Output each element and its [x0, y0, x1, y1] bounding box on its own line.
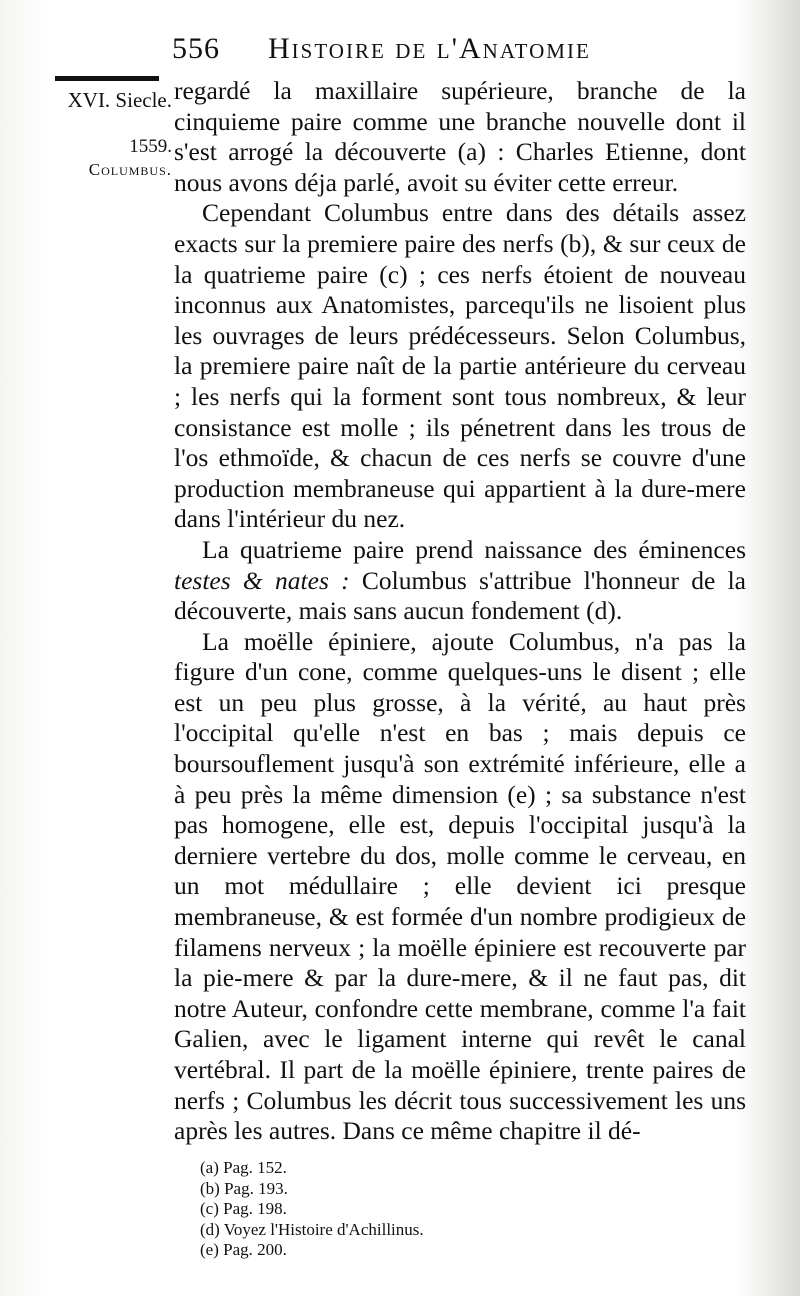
body-paragraph	[174, 198, 746, 535]
page-header	[172, 28, 772, 68]
footnote: (e) Pag. 200.	[200, 1240, 287, 1259]
running-title: Histoire de l'Anatomie	[268, 32, 591, 65]
footnotes	[200, 1158, 600, 1261]
margin-name: Columbus.	[88, 160, 172, 179]
text-segment: Cependant Columbus entre dans des détails assez exacts sur la premiere paire des nerfs (b), & sur ceux de la quatrieme paire (c) ; ces nerfs étoient de nouveau inconnus aux Anatomistes, parcequ'ils ne lisoient plus les ouvrages de leurs prédécesseurs. Selon Columbus, la premiere paire naît de la partie antérieure du cerveau ; les nerfs qui la forment sont tous nombreux, & leur consistance est molle ; ils pénetrent dans les trous de l'os ethmoïde, & chacun de ces nerfs se couvre d'une production membraneuse qui appartient à la dure-mere dans l'intérieur du nez.	[174, 198, 746, 534]
footnote: (d) Voyez l'Histoire d'Achillinus.	[200, 1219, 424, 1239]
margin-rule	[55, 76, 159, 81]
footnote: (c) Pag. 198.	[200, 1199, 287, 1218]
footnote: (b) Pag. 193.	[200, 1178, 288, 1198]
margin-century: XVI. Siecle.	[67, 88, 172, 112]
margin-year: 1559.	[129, 136, 172, 157]
text-segment: La moëlle épiniere, ajoute Columbus, n'a pas la figure d'un cone, comme quelques-uns le disent ; elle est un peu plus grosse, à la vérité, au haut près l'occipital qu'elle n'est en bas ; mais depuis ce boursouflement jusqu'à son extrémité inférieure, elle a à peu près la même dimension (e) ; sa substance n'est pas homogene, elle est, depuis l'occipital jusqu'à la derniere vertebre du dos, molle comme le cerveau, en un mot médullaire ; elle devient ici presque membraneuse, & est formée d'un nombre prodigieux de filamens nerveux ; la moëlle épiniere est recouverte par la pie-mere & par la dure-mere, & il ne faut pas, dit notre Auteur, confondre cette membrane, comme l'a fait Galien, avec le ligament interne qui revêt le canal vertébral. Il part de la moëlle épiniere, trente paires de nerfs ; Columbus les décrit tous successivement les uns après les autres. Dans ce même chapitre il dé-	[174, 626, 746, 1146]
text-segment: La quatrieme paire prend naissance des éminences	[202, 534, 746, 564]
text-segment: Columbus s'attribue l'honneur de la découverte, mais sans aucun fondement (d).	[174, 565, 746, 626]
text-segment: regardé la maxillaire supérieure, branche de la cinquieme paire comme une branche nouvelle dont il s'est arrogé la découverte (a) : Charles Etienne, dont nous avons déja parlé, avoit su éviter cette erreur.	[174, 76, 746, 197]
body-text	[174, 76, 746, 1147]
footnote: (a) Pag. 152.	[200, 1158, 287, 1177]
body-paragraph	[174, 535, 746, 627]
body-paragraph	[174, 76, 746, 198]
body-paragraph	[174, 627, 746, 1147]
italic-text: testes & nates :	[174, 565, 350, 595]
page-number: 556	[172, 32, 220, 65]
